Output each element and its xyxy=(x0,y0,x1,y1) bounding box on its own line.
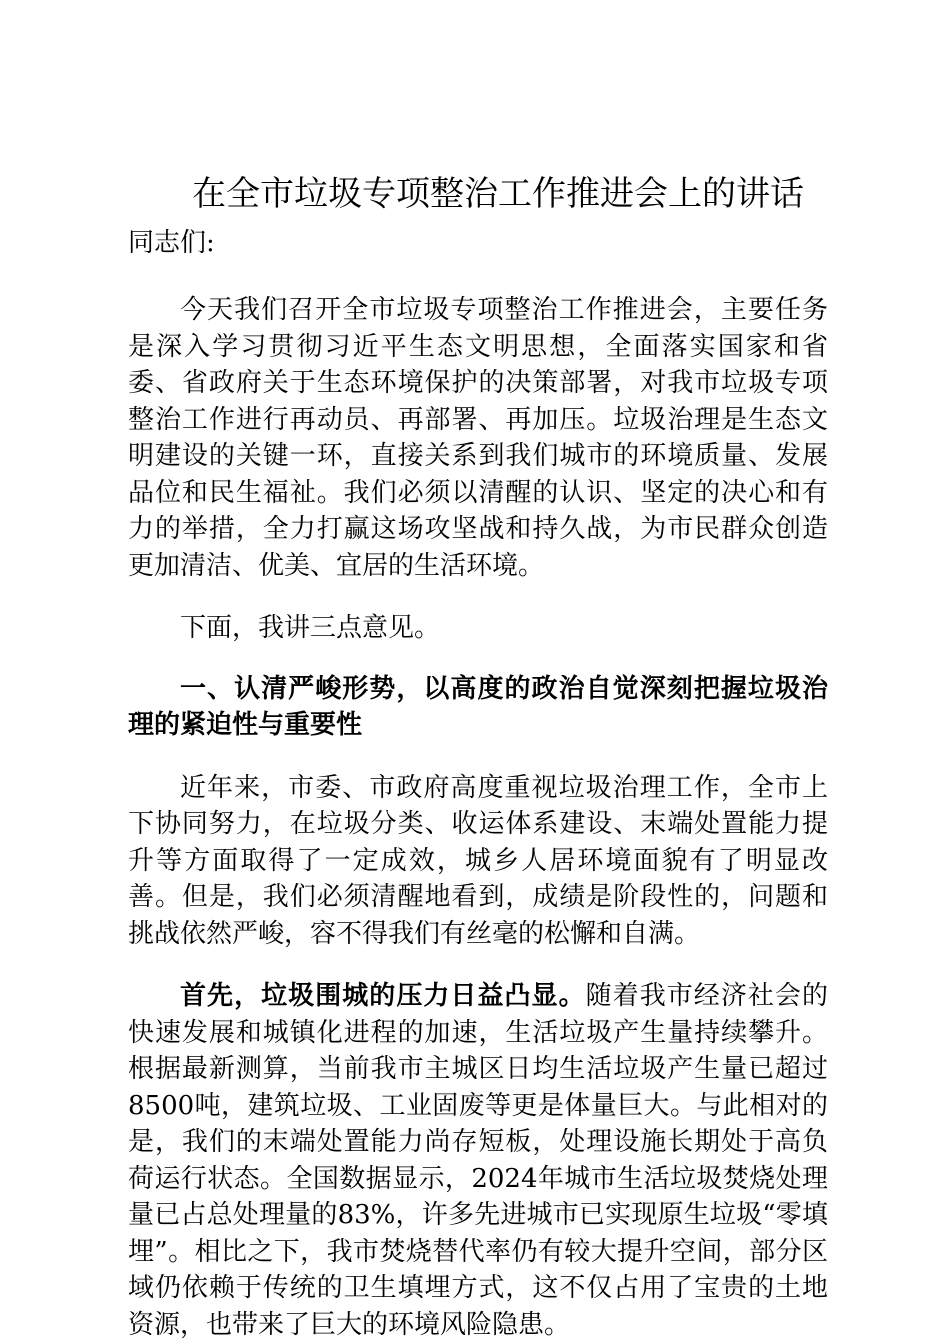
first-point-body: 随着我市经济社会的快速发展和城镇化进程的加速，生活垃圾产生量持续攀升。根据最新测算，当前我市主城区日均生活垃圾产生量已超过8500吨，建筑垃圾、工业固废等更是体量巨大。与此相对的是，我们的末端处置能力尚存短板，处理设施长期处于高负荷运行状态。全国数据显示，2024年城市生活垃圾焚烧处理量已占总处理量的83%，许多先进城市已实现原生垃圾“零填埋”。相比之下，我市焚烧替代率仍有较大提升空间，部分区域仍依赖于传统的卫生填埋方式，这不仅占用了宝贵的土地资源，也带来了巨大的环境风险隐患。 xyxy=(128,981,828,1340)
first-point-paragraph xyxy=(128,978,828,1343)
transition-paragraph: 下面，我讲三点意见。 xyxy=(180,613,441,643)
section-one-paragraph: 近年来，市委、市政府高度重视垃圾治理工作，全市上下协同努力，在垃圾分类、收运体系建设、末端处置能力提升等方面取得了一定成效，城乡人居环境面貌有了明显改善。但是，我们必须清醒地看到，成绩是阶段性的，问题和挑战依然严峻，容不得我们有丝毫的松懈和自满。 xyxy=(128,772,828,949)
first-point-lead: 首先，垃圾围城的压力日益凸显。 xyxy=(180,981,586,1011)
document-page xyxy=(128,168,828,1343)
salutation: 同志们: xyxy=(128,228,215,258)
intro-paragraph: 今天我们召开全市垃圾专项整治工作推进会，主要任务是深入学习贯彻习近平生态文明思想，全面落实国家和省委、省政府关于生态环境保护的决策部署，对我市垃圾专项整治工作进行再动员、再部署、再加压。垃圾治理是生态文明建设的关键一环，直接关系到我们城市的环境质量、发展品位和民生福祉。我们必须以清醒的认识、坚定的决心和有力的举措，全力打赢这场攻坚战和持久战，为市民群众创造更加清洁、优美、宜居的生活环境。 xyxy=(128,295,828,581)
document-title: 在全市垃圾专项整治工作推进会上的讲话 xyxy=(192,174,804,214)
section-one-heading: 一、认清严峻形势，以高度的政治自觉深刻把握垃圾治理的紧迫性与重要性 xyxy=(128,673,828,740)
